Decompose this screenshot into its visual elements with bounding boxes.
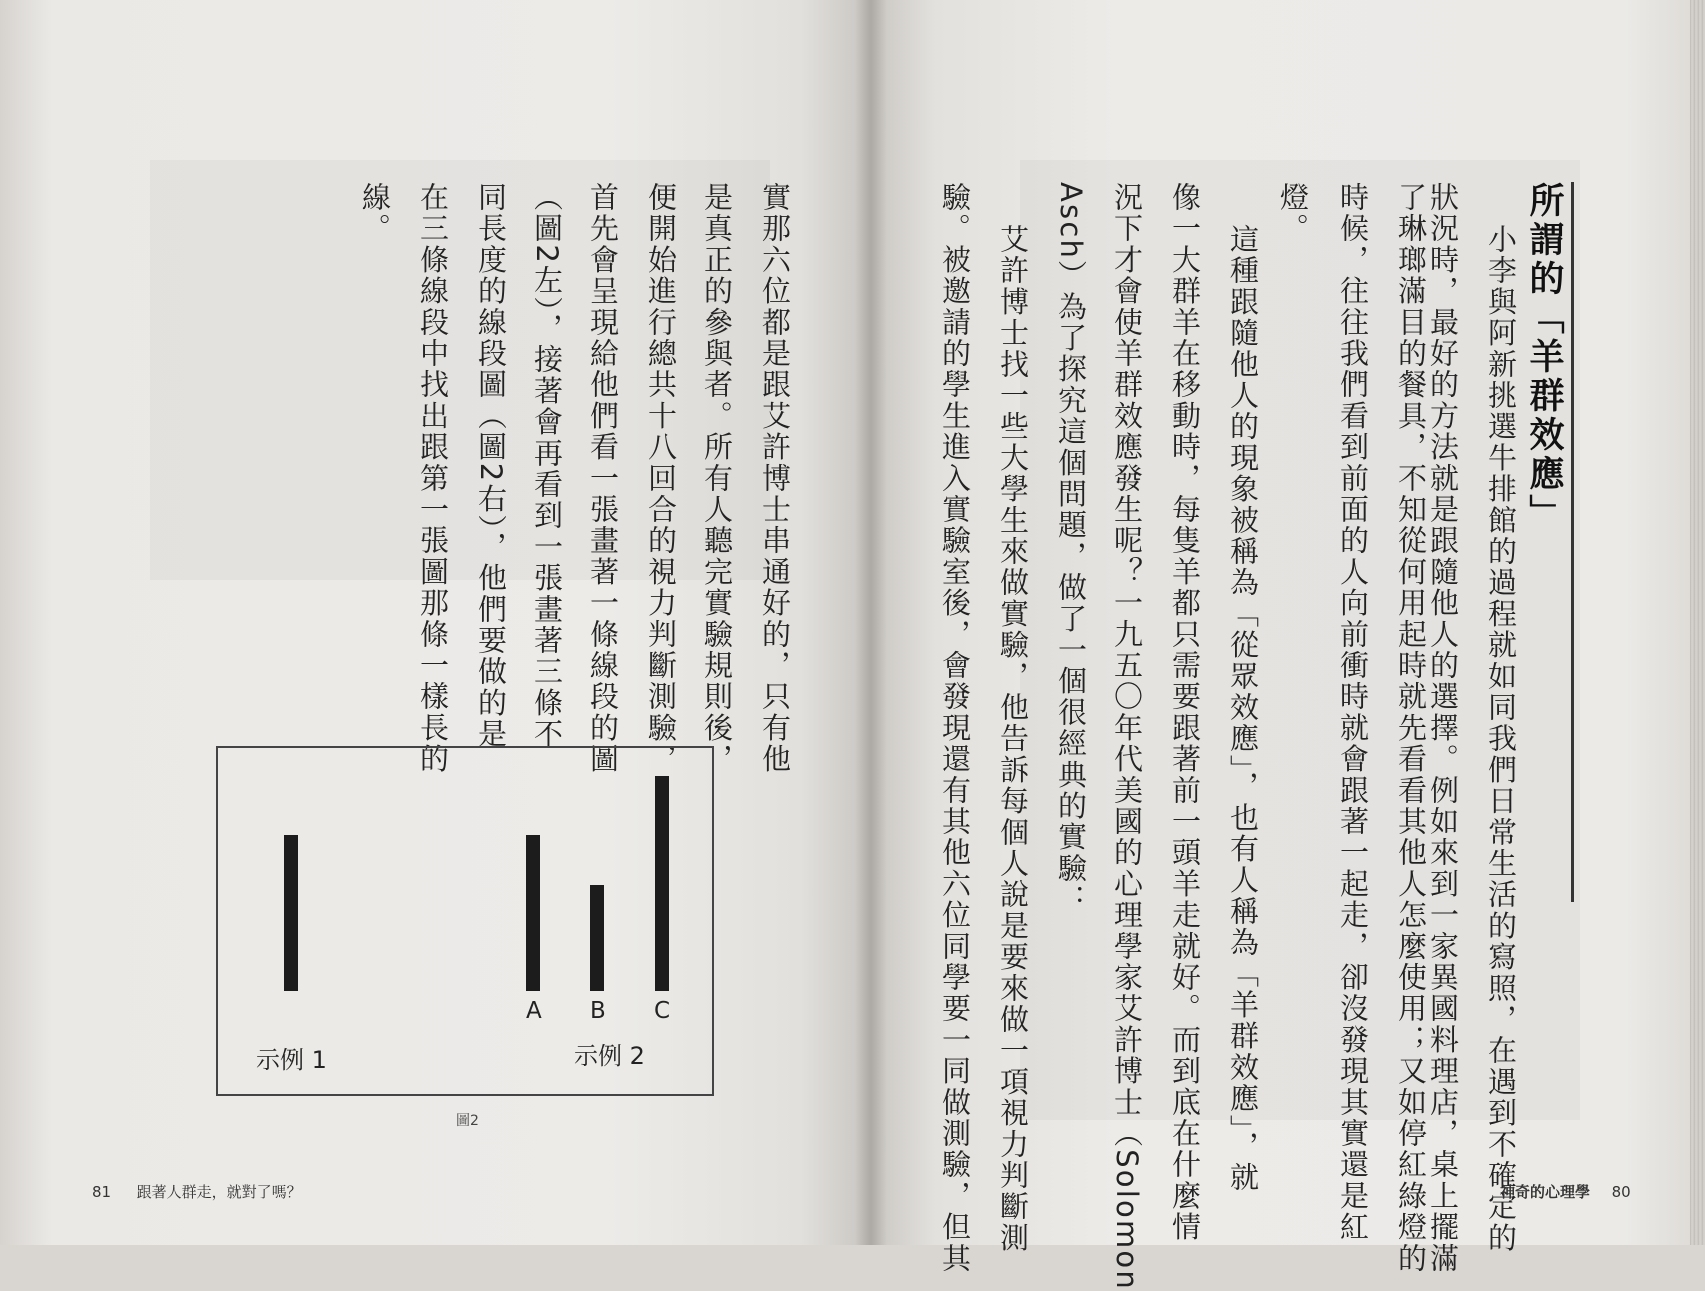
bar-label-b: B <box>590 998 606 1024</box>
figure-caption: 圖2 <box>456 1113 479 1129</box>
page-number: 80 <box>1611 1183 1631 1201</box>
page-number: 81 <box>92 1183 112 1201</box>
body-column: 首先會呈現給他們看一張畫著一條線段的圖 <box>586 182 620 775</box>
comparison-line-c <box>655 776 669 991</box>
body-column: 便開始進行總共十八回合的視力判斷測驗， <box>644 182 678 775</box>
comparison-line-b <box>590 885 604 991</box>
running-title: 神奇的心理學 <box>1500 1183 1591 1201</box>
page-edge <box>1690 0 1705 1245</box>
bar-label-a: A <box>526 998 542 1024</box>
footer-left <box>92 1181 302 1202</box>
body-column: 況下才會使羊群效應發生呢？一九五〇年代美國的心理學家艾許博士（Solomon <box>1110 182 1144 1291</box>
body-column: （圖2左），接著會再看到一張畫著三條不 <box>530 182 564 750</box>
body-column: 狀況時，最好的方法就是跟隨他人的選擇。例如來到一家異國料理店，桌上擺滿 <box>1426 182 1460 1274</box>
body-column: 了琳瑯滿目的餐具，不知從何用起時就先看看其他人怎麼使用；又如停紅綠燈的 <box>1394 182 1428 1274</box>
reference-line <box>284 835 298 991</box>
body-column: 同長度的線段圖（圖2右），他們要做的是 <box>474 182 508 750</box>
section-heading: 所謂的「羊群效應」 <box>1524 182 1564 533</box>
figure-2 <box>216 746 714 1096</box>
body-column: 像一大群羊在移動時，每隻羊都只需要跟著前一頭羊走就好。而到底在什麼情 <box>1168 182 1202 1243</box>
body-column: Asch）為了探究這個問題，做了一個很經典的實驗： <box>1054 182 1088 916</box>
body-column: 小李與阿新挑選牛排館的過程就如同我們日常生活的寫照，在遇到不確定的 <box>1484 224 1518 1254</box>
body-column: 是真正的參與者。所有人聽完實驗規則後， <box>700 182 734 775</box>
body-column: 時候，往往我們看到前面的人向前衝時就會跟著一起走，卻沒發現其實還是紅 <box>1336 182 1370 1243</box>
body-column: 燈。 <box>1276 182 1310 245</box>
book-gutter <box>855 0 887 1245</box>
body-column: 實那六位都是跟艾許博士串通好的，只有他 <box>758 182 792 775</box>
body-column: 線。 <box>358 182 392 245</box>
body-column: 在三條線段中找出跟第一張圖那條一樣長的 <box>416 182 450 775</box>
body-column: 這種跟隨他人的現象被稱為「從眾效應」，也有人稱為「羊群效應」，就 <box>1226 224 1260 1194</box>
heading-rule <box>1571 182 1574 902</box>
example-1-label: 示例 1 <box>256 1046 327 1074</box>
bar-label-c: C <box>654 998 671 1024</box>
example-2-label: 示例 2 <box>574 1042 645 1070</box>
footer-right <box>1500 1181 1631 1202</box>
running-title: 跟著人群走，就對了嗎？ <box>136 1183 302 1201</box>
body-column: 艾許博士找一些大學生來做實驗，他告訴每個人說是要來做一項視力判斷測 <box>996 224 1030 1254</box>
comparison-line-a <box>526 835 540 991</box>
body-column: 驗。被邀請的學生進入實驗室後，會發現還有其他六位同學要一同做測驗，但其 <box>938 182 972 1274</box>
